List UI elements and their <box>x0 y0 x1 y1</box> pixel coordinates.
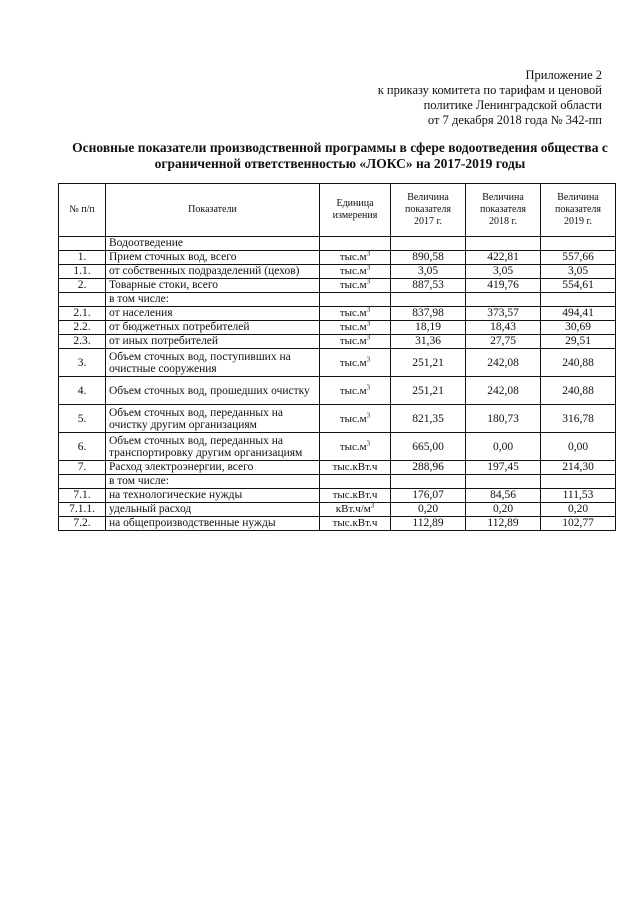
unit-text: тыс.м <box>339 384 367 397</box>
row-number <box>59 475 106 489</box>
unit-superscript: 3 <box>366 277 371 286</box>
header-indicator: Показатели <box>106 184 320 237</box>
row-indicator: на общепроизводственные нужды <box>106 517 320 531</box>
table-row <box>59 293 616 307</box>
row-number <box>59 237 106 251</box>
table-row <box>59 405 616 433</box>
row-value-2017 <box>391 475 466 489</box>
appendix-line-1: Приложение 2 <box>525 68 602 82</box>
row-value-2018: 419,76 <box>466 279 541 293</box>
header-2019: Величина показателя 2019 г. <box>541 184 616 237</box>
appendix-line-3: политике Ленинградской области <box>423 98 602 112</box>
row-unit <box>320 377 391 405</box>
row-indicator: Объем сточных вод, переданных на транспортировку другим организациям <box>106 433 320 461</box>
row-value-2017: 112,89 <box>391 517 466 531</box>
row-value-2019: 557,66 <box>541 251 616 265</box>
row-value-2019: 0,20 <box>541 503 616 517</box>
table-row <box>59 251 616 265</box>
row-unit <box>320 265 391 279</box>
row-value-2017: 887,53 <box>391 279 466 293</box>
row-value-2017: 18,19 <box>391 321 466 335</box>
row-value-2019: 240,88 <box>541 349 616 377</box>
header-2018: Величина показателя 2018 г. <box>466 184 541 237</box>
row-indicator: от бюджетных потребителей <box>106 321 320 335</box>
table-row <box>59 517 616 531</box>
unit-superscript: 3 <box>366 319 371 328</box>
row-number: 1. <box>59 251 106 265</box>
appendix-line-2: к приказу комитета по тарифам и ценовой <box>377 83 602 97</box>
row-value-2019 <box>541 237 616 251</box>
header-2017: Величина показателя 2017 г. <box>391 184 466 237</box>
row-value-2019: 554,61 <box>541 279 616 293</box>
row-value-2018: 3,05 <box>466 265 541 279</box>
header-unit: Единица измерения <box>320 184 391 237</box>
row-value-2018: 242,08 <box>466 377 541 405</box>
table-row <box>59 279 616 293</box>
table-row <box>59 265 616 279</box>
appendix-block <box>378 68 602 128</box>
row-indicator: Объем сточных вод, переданных на очистку другим организациям <box>106 405 320 433</box>
unit-text: кВт.ч/м <box>335 503 371 515</box>
row-value-2017: 288,96 <box>391 461 466 475</box>
unit-superscript: 3 <box>370 501 375 510</box>
row-number: 3. <box>59 349 106 377</box>
indicators-table <box>58 183 616 531</box>
unit-text: тыс.м <box>339 356 367 369</box>
row-value-2019: 0,00 <box>541 433 616 461</box>
unit-superscript: 3 <box>366 410 371 419</box>
row-value-2017: 890,58 <box>391 251 466 265</box>
row-number: 2. <box>59 279 106 293</box>
row-indicator: Водоотведение <box>106 237 320 251</box>
row-value-2017: 31,36 <box>391 335 466 349</box>
table-body <box>59 237 616 531</box>
row-unit <box>320 517 391 531</box>
row-unit <box>320 489 391 503</box>
table-row <box>59 377 616 405</box>
document-title <box>60 140 620 172</box>
row-indicator: в том числе: <box>106 475 320 489</box>
row-indicator: от иных потребителей <box>106 335 320 349</box>
unit-text: тыс.м <box>339 279 367 291</box>
row-unit <box>320 461 391 475</box>
row-number: 7.1. <box>59 489 106 503</box>
row-value-2017: 0,20 <box>391 503 466 517</box>
row-unit <box>320 293 391 307</box>
row-number <box>59 293 106 307</box>
row-number: 7. <box>59 461 106 475</box>
row-value-2017: 251,21 <box>391 349 466 377</box>
row-number: 7.1.1. <box>59 503 106 517</box>
unit-superscript: 3 <box>366 354 371 363</box>
row-number: 2.1. <box>59 307 106 321</box>
row-indicator: удельный расход <box>106 503 320 517</box>
unit-text: тыс.м <box>339 265 367 277</box>
row-value-2019 <box>541 475 616 489</box>
row-indicator: от населения <box>106 307 320 321</box>
table-row <box>59 433 616 461</box>
row-unit <box>320 321 391 335</box>
row-value-2018 <box>466 237 541 251</box>
appendix-line-4: от 7 декабря 2018 года № 342-пп <box>427 113 602 127</box>
row-unit <box>320 335 391 349</box>
table-row <box>59 489 616 503</box>
table-row <box>59 475 616 489</box>
row-value-2018: 0,20 <box>466 503 541 517</box>
unit-text: тыс.м <box>339 251 367 263</box>
row-unit <box>320 307 391 321</box>
row-unit <box>320 279 391 293</box>
unit-superscript: 3 <box>366 305 371 314</box>
row-value-2018: 18,43 <box>466 321 541 335</box>
row-indicator: Объем сточных вод, прошедших очистку <box>106 377 320 405</box>
row-value-2018: 27,75 <box>466 335 541 349</box>
row-value-2018: 180,73 <box>466 405 541 433</box>
row-number: 1.1. <box>59 265 106 279</box>
row-unit <box>320 433 391 461</box>
unit-text: тыс.м <box>339 412 367 425</box>
row-value-2018: 242,08 <box>466 349 541 377</box>
unit-text: тыс.кВт.ч <box>332 461 378 473</box>
unit-text: тыс.м <box>339 335 367 347</box>
row-indicator: от собственных подразделений (цехов) <box>106 265 320 279</box>
table-row <box>59 349 616 377</box>
table-row <box>59 237 616 251</box>
row-unit <box>320 503 391 517</box>
row-indicator: Объем сточных вод, поступивших на очистные сооружения <box>106 349 320 377</box>
row-value-2018: 0,00 <box>466 433 541 461</box>
row-value-2017 <box>391 293 466 307</box>
row-value-2017: 837,98 <box>391 307 466 321</box>
row-indicator: на технологические нужды <box>106 489 320 503</box>
row-number: 2.2. <box>59 321 106 335</box>
row-value-2017: 3,05 <box>391 265 466 279</box>
title-line-2: ограниченной ответственностью «ЛОКС» на 2017-2019 годы <box>154 156 526 171</box>
row-number: 2.3. <box>59 335 106 349</box>
table-row <box>59 461 616 475</box>
row-value-2019: 111,53 <box>541 489 616 503</box>
row-unit <box>320 251 391 265</box>
row-value-2018: 373,57 <box>466 307 541 321</box>
row-value-2017: 665,00 <box>391 433 466 461</box>
unit-superscript: 3 <box>366 438 371 447</box>
unit-text: тыс.м <box>339 440 367 453</box>
row-value-2019: 102,77 <box>541 517 616 531</box>
row-value-2018: 84,56 <box>466 489 541 503</box>
table-row <box>59 321 616 335</box>
row-value-2019: 29,51 <box>541 335 616 349</box>
unit-text: тыс.кВт.ч <box>332 489 378 501</box>
row-value-2018: 112,89 <box>466 517 541 531</box>
row-number: 6. <box>59 433 106 461</box>
unit-text: тыс.кВт.ч <box>332 517 378 529</box>
table-row <box>59 503 616 517</box>
row-indicator: Прием сточных вод, всего <box>106 251 320 265</box>
unit-superscript: 3 <box>366 382 371 391</box>
unit-text: тыс.м <box>339 307 367 319</box>
row-value-2017: 251,21 <box>391 377 466 405</box>
row-value-2018 <box>466 475 541 489</box>
row-value-2019: 214,30 <box>541 461 616 475</box>
row-unit <box>320 405 391 433</box>
row-value-2019: 30,69 <box>541 321 616 335</box>
row-value-2017: 176,07 <box>391 489 466 503</box>
row-value-2017: 821,35 <box>391 405 466 433</box>
header-num: № п/п <box>59 184 106 237</box>
row-value-2018: 422,81 <box>466 251 541 265</box>
row-unit <box>320 475 391 489</box>
row-value-2018 <box>466 293 541 307</box>
row-value-2017 <box>391 237 466 251</box>
title-line-1: Основные показатели производственной программы в сфере водоотведения общества с <box>72 140 608 155</box>
row-value-2019: 3,05 <box>541 265 616 279</box>
unit-superscript: 3 <box>366 333 371 342</box>
row-indicator: Товарные стоки, всего <box>106 279 320 293</box>
unit-text: тыс.м <box>339 321 367 333</box>
row-value-2018: 197,45 <box>466 461 541 475</box>
row-value-2019: 316,78 <box>541 405 616 433</box>
row-value-2019: 494,41 <box>541 307 616 321</box>
table-row <box>59 335 616 349</box>
row-number: 5. <box>59 405 106 433</box>
row-indicator: Расход электроэнергии, всего <box>106 461 320 475</box>
unit-superscript: 3 <box>366 263 371 272</box>
unit-superscript: 3 <box>366 249 371 258</box>
row-value-2019: 240,88 <box>541 377 616 405</box>
table-row <box>59 307 616 321</box>
row-number: 4. <box>59 377 106 405</box>
table-header-row <box>59 184 616 237</box>
row-number: 7.2. <box>59 517 106 531</box>
row-value-2019 <box>541 293 616 307</box>
row-indicator: в том числе: <box>106 293 320 307</box>
row-unit <box>320 237 391 251</box>
row-unit <box>320 349 391 377</box>
